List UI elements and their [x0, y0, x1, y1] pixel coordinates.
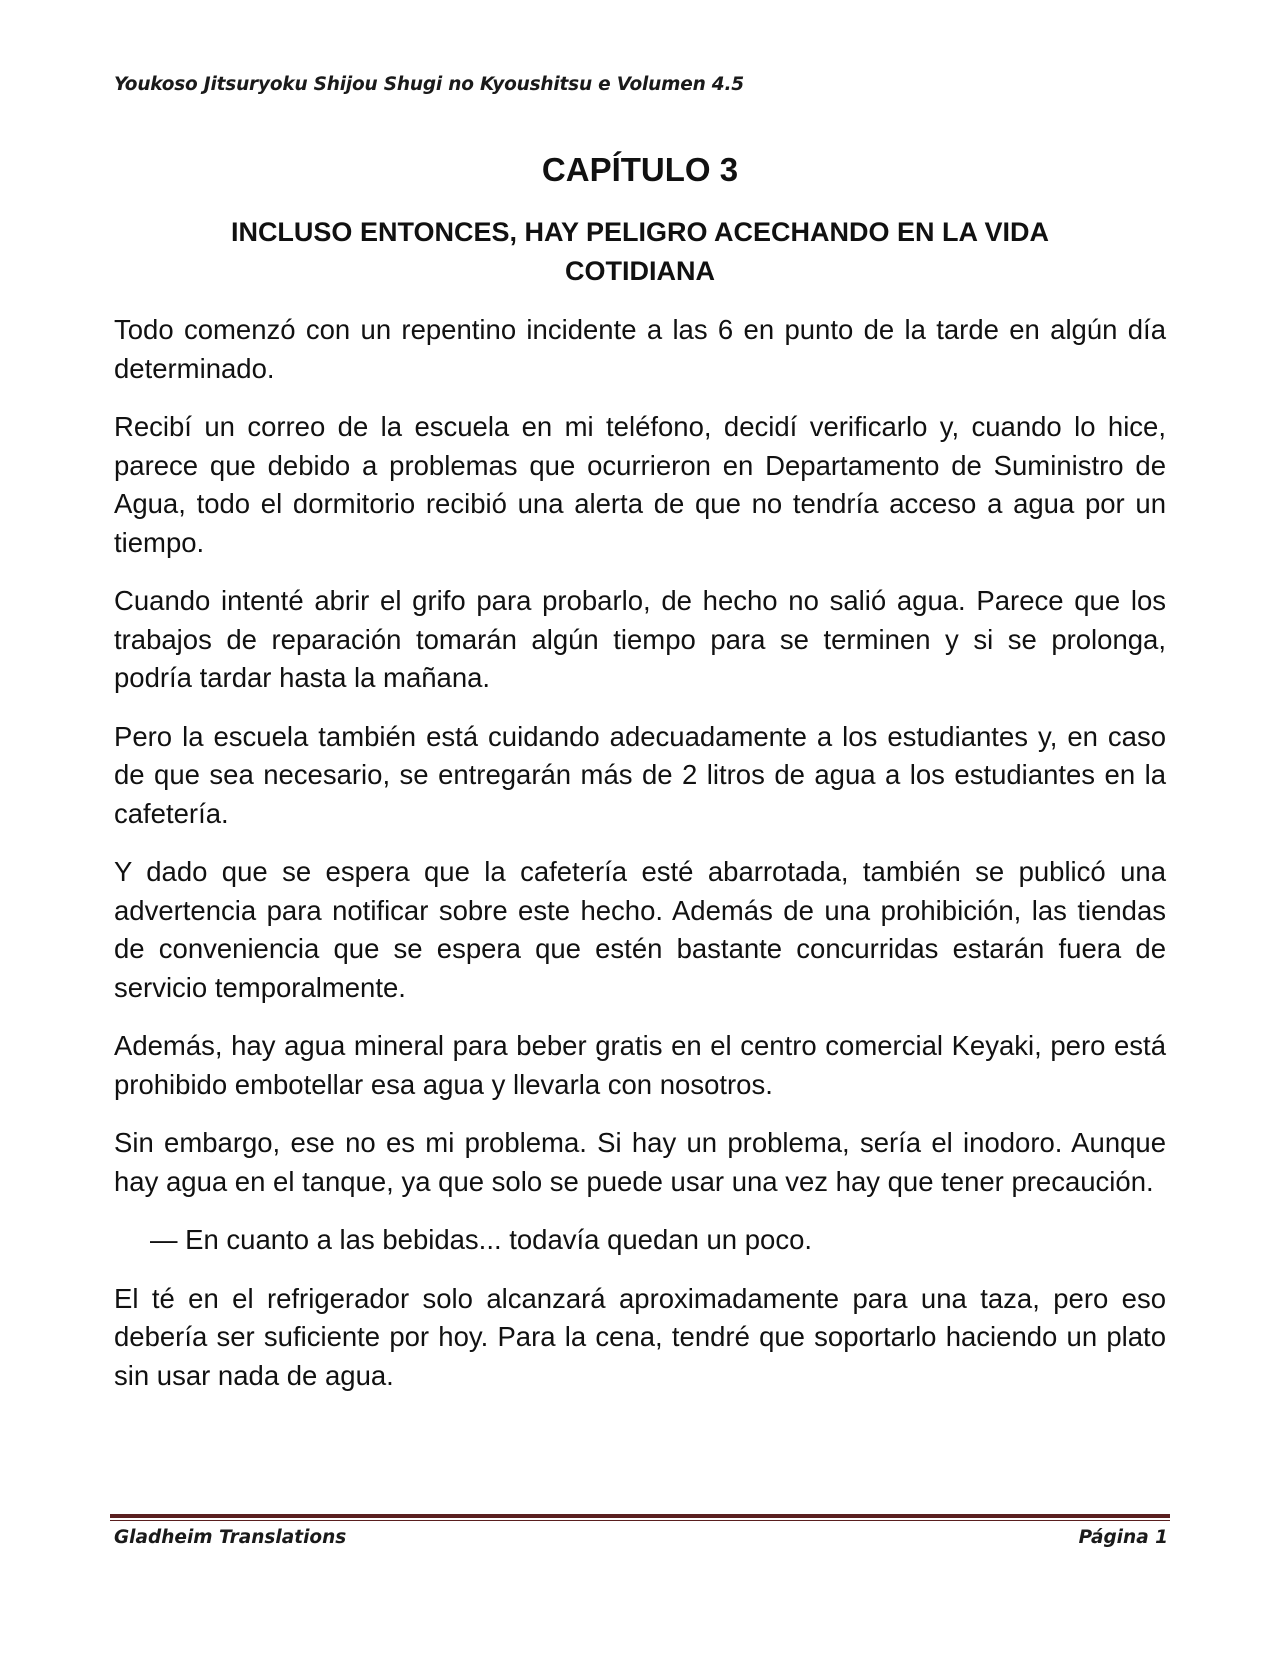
- paragraph: Sin embargo, ese no es mi problema. Si hay un problema, sería el inodoro. Aunque hay agua en el tanque, ya que solo se puede usar una vez hay que tener precaución.: [114, 1127, 1166, 1197]
- paragraph: Recibí un correo de la escuela en mi teléfono, decidí verificarlo y, cuando lo hice, parece que debido a problemas que ocurrieron en Departamento de Suministro de Agua, todo el dormitorio recibió una alerta de que no tendría acceso a agua por un tiempo.: [114, 411, 1166, 558]
- paragraph: Además, hay agua mineral para beber gratis en el centro comercial Keyaki, pero está prohibido embotellar esa agua y llevarla con nosotros.: [114, 1030, 1166, 1100]
- paragraph: Pero la escuela también está cuidando adecuadamente a los estudiantes y, en caso de que sea necesario, se entregarán más de 2 litros de agua a los estudiantes en la cafetería.: [114, 720, 1166, 829]
- footer-publisher: Gladheim Translations: [114, 1527, 347, 1548]
- chapter-subtitle: INCLUSO ENTONCES, HAY PELIGRO ACECHANDO EN LA VIDA COTIDIANA: [230, 217, 1050, 286]
- dialogue-line: — En cuanto a las bebidas... todavía quedan un poco.: [150, 1224, 813, 1255]
- footer-divider-thick: [110, 1514, 1170, 1518]
- paragraph: El té en el refrigerador solo alcanzará aproximadamente para una taza, pero eso debería ser suficiente por hoy. Para la cena, tendré que soportarlo haciendo un plato sin usar nada de agua.: [114, 1282, 1166, 1391]
- body-text: [114, 311, 1166, 1415]
- footer-divider: [110, 1514, 1170, 1521]
- paragraph: Cuando intenté abrir el grifo para probarlo, de hecho no salió agua. Parece que los trabajos de reparación tomarán algún tiempo para se terminen y si se prolonga, podría tardar hasta la mañana.: [114, 585, 1166, 693]
- running-header: Youkoso Jitsuryoku Shijou Shugi no Kyoushitsu e Volumen 4.5: [114, 74, 744, 95]
- page-number: Página 1: [1078, 1527, 1168, 1548]
- paragraph: Y dado que se espera que la cafetería esté abarrotada, también se publicó una advertencia para notificar sobre este hecho. Además de una prohibición, las tiendas de conveniencia que se espera que estén bastante concurridas estarán fuera de servicio temporalmente.: [114, 856, 1166, 1003]
- chapter-title: CAPÍTULO 3: [541, 151, 739, 188]
- footer-divider-thin: [110, 1520, 1170, 1521]
- paragraph: Todo comenzó con un repentino incidente a las 6 en punto de la tarde en algún día determinado.: [114, 314, 1166, 384]
